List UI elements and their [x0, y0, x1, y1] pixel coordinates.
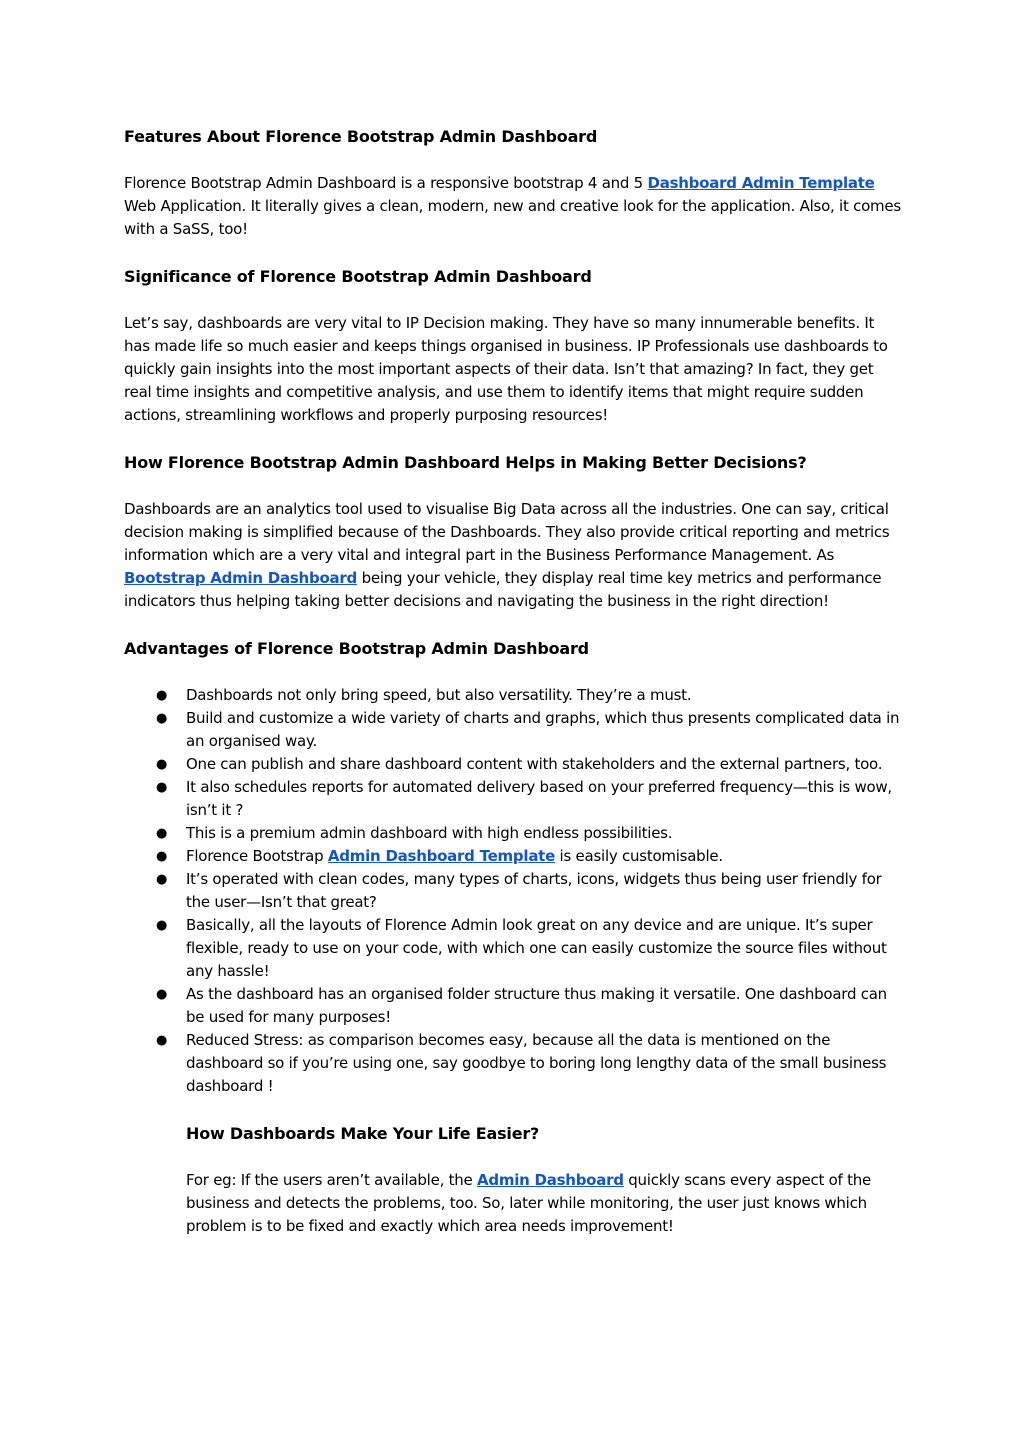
- list-item-text: This is a premium admin dashboard with high endless possibilities.: [186, 824, 673, 842]
- bullet-icon: ●: [156, 757, 168, 772]
- paragraph-features-text-2: Web Application. It literally gives a clean, modern, new and creative look for the application. Also, it comes with a SaSS, too!: [124, 197, 901, 238]
- heading-features: Features About Florence Bootstrap Admin Dashboard: [124, 127, 598, 146]
- paragraph-significance: Let’s say, dashboards are very vital to IP Decision making. They have so many innumerable benefits. It has made life so much easier and keeps things organised in business. IP Professionals use dashboards to quickly gain insights into the most important aspects of their data. Isn’t that amazing? In fact, they get real time insights and competitive analysis, and use them to identify items that might require sudden actions, streamlining workflows and properly purposing resources!: [124, 314, 888, 424]
- advantages-list: [124, 684, 904, 1098]
- paragraph-features-text-1: Florence Bootstrap Admin Dashboard is a responsive bootstrap 4 and 5: [124, 174, 648, 192]
- list-item: [124, 1029, 904, 1098]
- list-item-text: One can publish and share dashboard content with stakeholders and the external partners, too.: [186, 755, 883, 773]
- life-easier-section: [186, 1122, 904, 1238]
- list-item: [124, 753, 904, 776]
- heading-better-decisions: How Florence Bootstrap Admin Dashboard Helps in Making Better Decisions?: [124, 453, 807, 472]
- bullet-icon: ●: [156, 1033, 168, 1048]
- paragraph-life-easier-text-2: quickly scans every aspect of the business and detects the problems, too. So, later while monitoring, the user just knows which problem is to be fixed and exactly which area needs improvement!: [186, 1171, 871, 1235]
- paragraph-better-decisions-text-1: Dashboards are an analytics tool used to visualise Big Data across all the industries. One can say, critical decision making is simplified because of the Dashboards. They also provide critical reporting and metrics information which are a very vital and integral part in the Business Performance Management. As: [124, 500, 890, 564]
- list-item-text: It’s operated with clean codes, many types of charts, icons, widgets thus being user friendly for the user—Isn’t that great?: [186, 870, 882, 911]
- list-item: [124, 914, 904, 983]
- link-bootstrap-admin-dashboard[interactable]: Bootstrap Admin Dashboard: [124, 569, 358, 587]
- bullet-icon: ●: [156, 849, 168, 864]
- heading-significance: Significance of Florence Bootstrap Admin Dashboard: [124, 267, 592, 286]
- list-item: [124, 822, 904, 845]
- list-item: [124, 684, 904, 707]
- bullet-icon: ●: [156, 711, 168, 726]
- list-item-text: Basically, all the layouts of Florence Admin look great on any device and are unique. It’s super flexible, ready to use on your code, with which one can easily customize the source files without any hassle!: [186, 916, 887, 980]
- list-item-text-2: is easily customisable.: [555, 847, 723, 865]
- link-admin-dashboard[interactable]: Admin Dashboard: [477, 1171, 624, 1189]
- paragraph-life-easier: [186, 1169, 904, 1238]
- bullet-icon: ●: [156, 826, 168, 841]
- heading-life-easier: How Dashboards Make Your Life Easier?: [186, 1124, 540, 1143]
- link-dashboard-admin-template[interactable]: Dashboard Admin Template: [647, 174, 875, 192]
- list-item-text-1: Florence Bootstrap: [186, 847, 328, 865]
- list-item-text: Dashboards not only bring speed, but also versatility. They’re a must.: [186, 686, 692, 704]
- heading-advantages: Advantages of Florence Bootstrap Admin Dashboard: [124, 639, 589, 658]
- paragraph-life-easier-text-1: For eg: If the users aren’t available, the: [186, 1171, 477, 1189]
- list-item: [124, 868, 904, 914]
- list-item-text: As the dashboard has an organised folder structure thus making it versatile. One dashboard can be used for many purposes!: [186, 985, 887, 1026]
- list-item: [124, 845, 904, 868]
- document-body: [124, 125, 904, 1238]
- list-item: [124, 707, 904, 753]
- bullet-icon: ●: [156, 987, 168, 1002]
- list-item-text: Build and customize a wide variety of charts and graphs, which thus presents complicated data in an organised way.: [186, 709, 900, 750]
- bullet-icon: ●: [156, 688, 168, 703]
- list-item-text: Reduced Stress: as comparison becomes easy, because all the data is mentioned on the dashboard so if you’re using one, say goodbye to boring long lengthy data of the small business dashboard !: [186, 1031, 887, 1095]
- bullet-icon: ●: [156, 918, 168, 933]
- paragraph-better-decisions: [124, 498, 904, 613]
- list-item: [124, 776, 904, 822]
- bullet-icon: ●: [156, 780, 168, 795]
- paragraph-better-decisions-text-2: being your vehicle, they display real time key metrics and performance indicators thus helping taking better decisions and navigating the business in the right direction!: [124, 569, 882, 610]
- link-admin-dashboard-template[interactable]: Admin Dashboard Template: [327, 847, 556, 865]
- bullet-icon: ●: [156, 872, 168, 887]
- paragraph-features: [124, 172, 904, 241]
- list-item: [124, 983, 904, 1029]
- list-item-text: It also schedules reports for automated delivery based on your preferred frequency—this is wow, isn’t it ?: [186, 778, 892, 819]
